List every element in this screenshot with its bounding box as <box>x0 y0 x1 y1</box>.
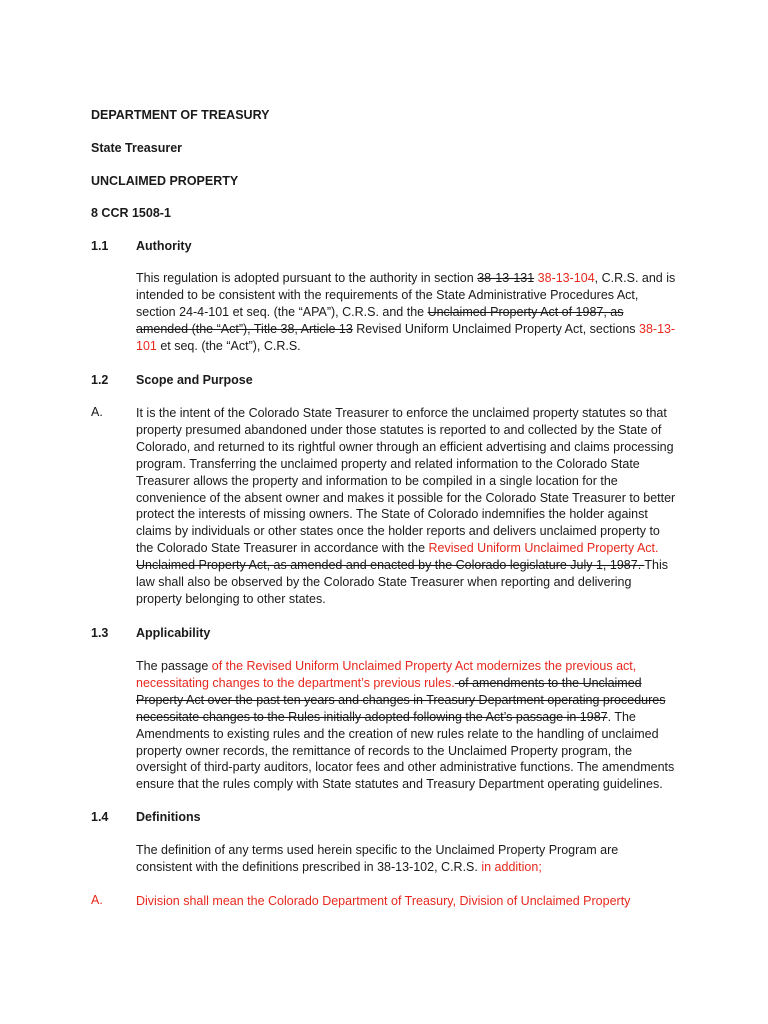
text-run: It is the intent of the Colorado State Treasurer to enforce the unclaimed property statutes so that property presumed abandoned under those statutes is reported to and collected by the State of Colorado, and returned to its rightful owner through an efficient advertising and claims processing program. Transferring the unclaimed property and related information to the Colorado State Treasurer allows the property and information to be compiled in a single location for the convenience of the absent owner and makes it possible for the Colorado State Treasurer to better protect the interests of missing owners. The State of Colorado indemnifies the holder against claims by individuals or other states once the holder reports and delivers unclaimed property to the Colorado State Treasurer in accordance with the <box>136 406 676 556</box>
definitions-paragraph <box>136 842 676 876</box>
item-letter: A. <box>91 405 103 419</box>
section-1-1-heading <box>91 239 192 253</box>
office-heading: State Treasurer <box>91 141 183 155</box>
deleted-text: 38-13-131 <box>477 271 535 285</box>
deleted-text: of amendments to the Unclaimed Property Act over the past ten years and changes in Treasury Department operating procedures necessitate changes to the Rules initially adopted following the Act’s passage in 1987 <box>136 675 666 724</box>
text-run: This law shall also be observed by the Colorado State Treasurer when reporting and delivering property belonging to other states. <box>136 558 669 606</box>
scope-paragraph <box>136 405 676 608</box>
section-number: 1.4 <box>91 810 109 824</box>
text-run: This regulation is adopted pursuant to the authority in section <box>136 271 478 285</box>
inserted-text: of the Revised Uniform Unclaimed Property Act modernizes the previous act, necessitating changes to the department’s previous rules. <box>136 659 637 690</box>
text-run: The passage <box>136 659 212 673</box>
text-run: , C.R.S. and is intended to be consistent with the requirements of the State Administrative Procedures Act, section 24-4-101 et seq. (the “APA”), C.R.S. and the <box>136 271 676 319</box>
section-title: Authority <box>136 239 192 253</box>
text-run: et seq. (the “Act”), C.R.S. <box>156 338 301 353</box>
applicability-paragraph <box>136 658 676 793</box>
deleted-text: Unclaimed Property Act, as amended and enacted by the Colorado legislature July 1, 1987. <box>136 558 645 573</box>
section-number: 1.3 <box>91 626 109 640</box>
definition-item-letter: A. <box>91 893 103 907</box>
section-1-2-heading <box>91 373 253 387</box>
inserted-text: Revised Uniform Unclaimed Property Act. <box>428 541 659 556</box>
text-run: . The Amendments to existing rules and the creation of new rules relate to the handling of unclaimed property owner records, the remittance of records to the Unclaimed Property program, the oversight of third-party auditors, locator fees and other administrative functions. The amendments ensure that the rules comply with State statutes and Treasury Department operating guidelines. <box>136 709 675 792</box>
section-1-4-heading <box>91 810 201 824</box>
definition-item-text: Division shall mean the Colorado Department of Treasury, Division of Unclaimed Property <box>136 894 631 908</box>
citation-heading: 8 CCR 1508-1 <box>91 206 171 220</box>
section-number: 1.1 <box>91 239 109 253</box>
inserted-text: in addition; <box>477 859 542 874</box>
inserted-text: 38-13-101 <box>136 321 676 353</box>
text-run: Revised Uniform Unclaimed Property Act, sections <box>352 321 639 336</box>
section-title: Scope and Purpose <box>136 373 253 387</box>
text-run: The definition of any terms used herein specific to the Unclaimed Property Program are consistent with the definitions prescribed in 38-13-102, C.R.S. <box>136 843 619 874</box>
section-title: Applicability <box>136 626 211 640</box>
deleted-text: Unclaimed Property Act of 1987, as amended (the “Act”), Title 38, Article 13 <box>136 304 624 336</box>
department-heading: DEPARTMENT OF TREASURY <box>91 108 270 122</box>
program-heading: UNCLAIMED PROPERTY <box>91 174 239 188</box>
authority-paragraph <box>136 270 676 355</box>
section-1-3-heading <box>91 626 210 640</box>
section-number: 1.2 <box>91 373 109 387</box>
section-title: Definitions <box>136 810 201 824</box>
inserted-text: 38-13-104 <box>534 271 595 285</box>
